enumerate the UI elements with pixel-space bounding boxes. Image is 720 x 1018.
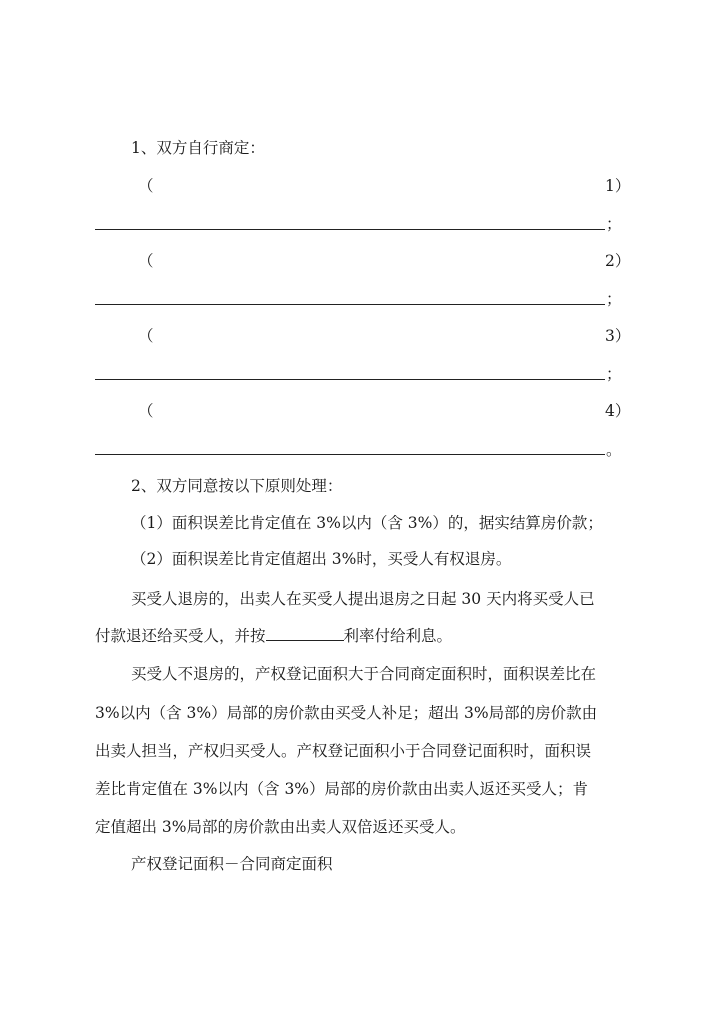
refund-text-after-blank: 利率付给利息。 [343, 627, 453, 645]
item-end-1: ； [606, 215, 622, 233]
item-number: 3） [605, 327, 631, 345]
item-open-paren: （ [138, 177, 154, 195]
item-open-paren: （ [138, 402, 154, 420]
item-end-3: ； [606, 365, 622, 383]
item-end-4: 。 [606, 441, 622, 459]
item-number: 4） [605, 402, 631, 420]
section2-heading: 2、双方同意按以下原则处理： [131, 477, 343, 495]
fill-in-line-3[interactable] [95, 363, 605, 380]
noreturn-paragraph-line-3: 出卖人担当，产权归买受人。产权登记面积小于合同登记面积时，面积误 [95, 742, 592, 760]
formula-text: 产权登记面积－合同商定面积 [131, 855, 333, 873]
fill-in-line-4[interactable] [95, 438, 605, 455]
refund-paragraph-line-1: 买受人退房的，出卖人在买受人提出退房之日起 30 天内将买受人已 [131, 590, 595, 608]
fill-in-line-2[interactable] [95, 288, 605, 305]
refund-paragraph-line-2 [95, 626, 452, 646]
item-open-paren: （ [138, 252, 154, 270]
item-end-2: ； [606, 290, 622, 308]
noreturn-paragraph-line-4: 差比肯定值在 3%以内（含 3%）局部的房价款由出卖人返还买受人；肯 [95, 780, 589, 798]
noreturn-paragraph-line-5: 定值超出 3%局部的房价款由出卖人双倍返还买受人。 [95, 818, 466, 836]
refund-text-before-blank: 付款退还给买受人，并按 [95, 627, 266, 645]
item-number: 1） [605, 177, 631, 195]
item-number: 2） [605, 252, 631, 270]
item-open-paren: （ [138, 327, 154, 345]
rule-2-text: （2）面积误差比肯定值超出 3%时，买受人有权退房。 [131, 550, 512, 568]
interest-rate-blank[interactable] [266, 626, 344, 641]
section1-heading: 1、双方自行商定： [131, 139, 265, 157]
fill-in-line-1[interactable] [95, 213, 605, 230]
noreturn-paragraph-line-2: 3%以内（含 3%）局部的房价款由买受人补足；超出 3%局部的房价款由 [95, 704, 598, 722]
rule-1-text: （1）面积误差比肯定值在 3%以内（含 3%）的，据实结算房价款； [131, 514, 603, 532]
noreturn-paragraph-line-1: 买受人不退房的，产权登记面积大于合同商定面积时，面积误差比在 [131, 665, 597, 683]
